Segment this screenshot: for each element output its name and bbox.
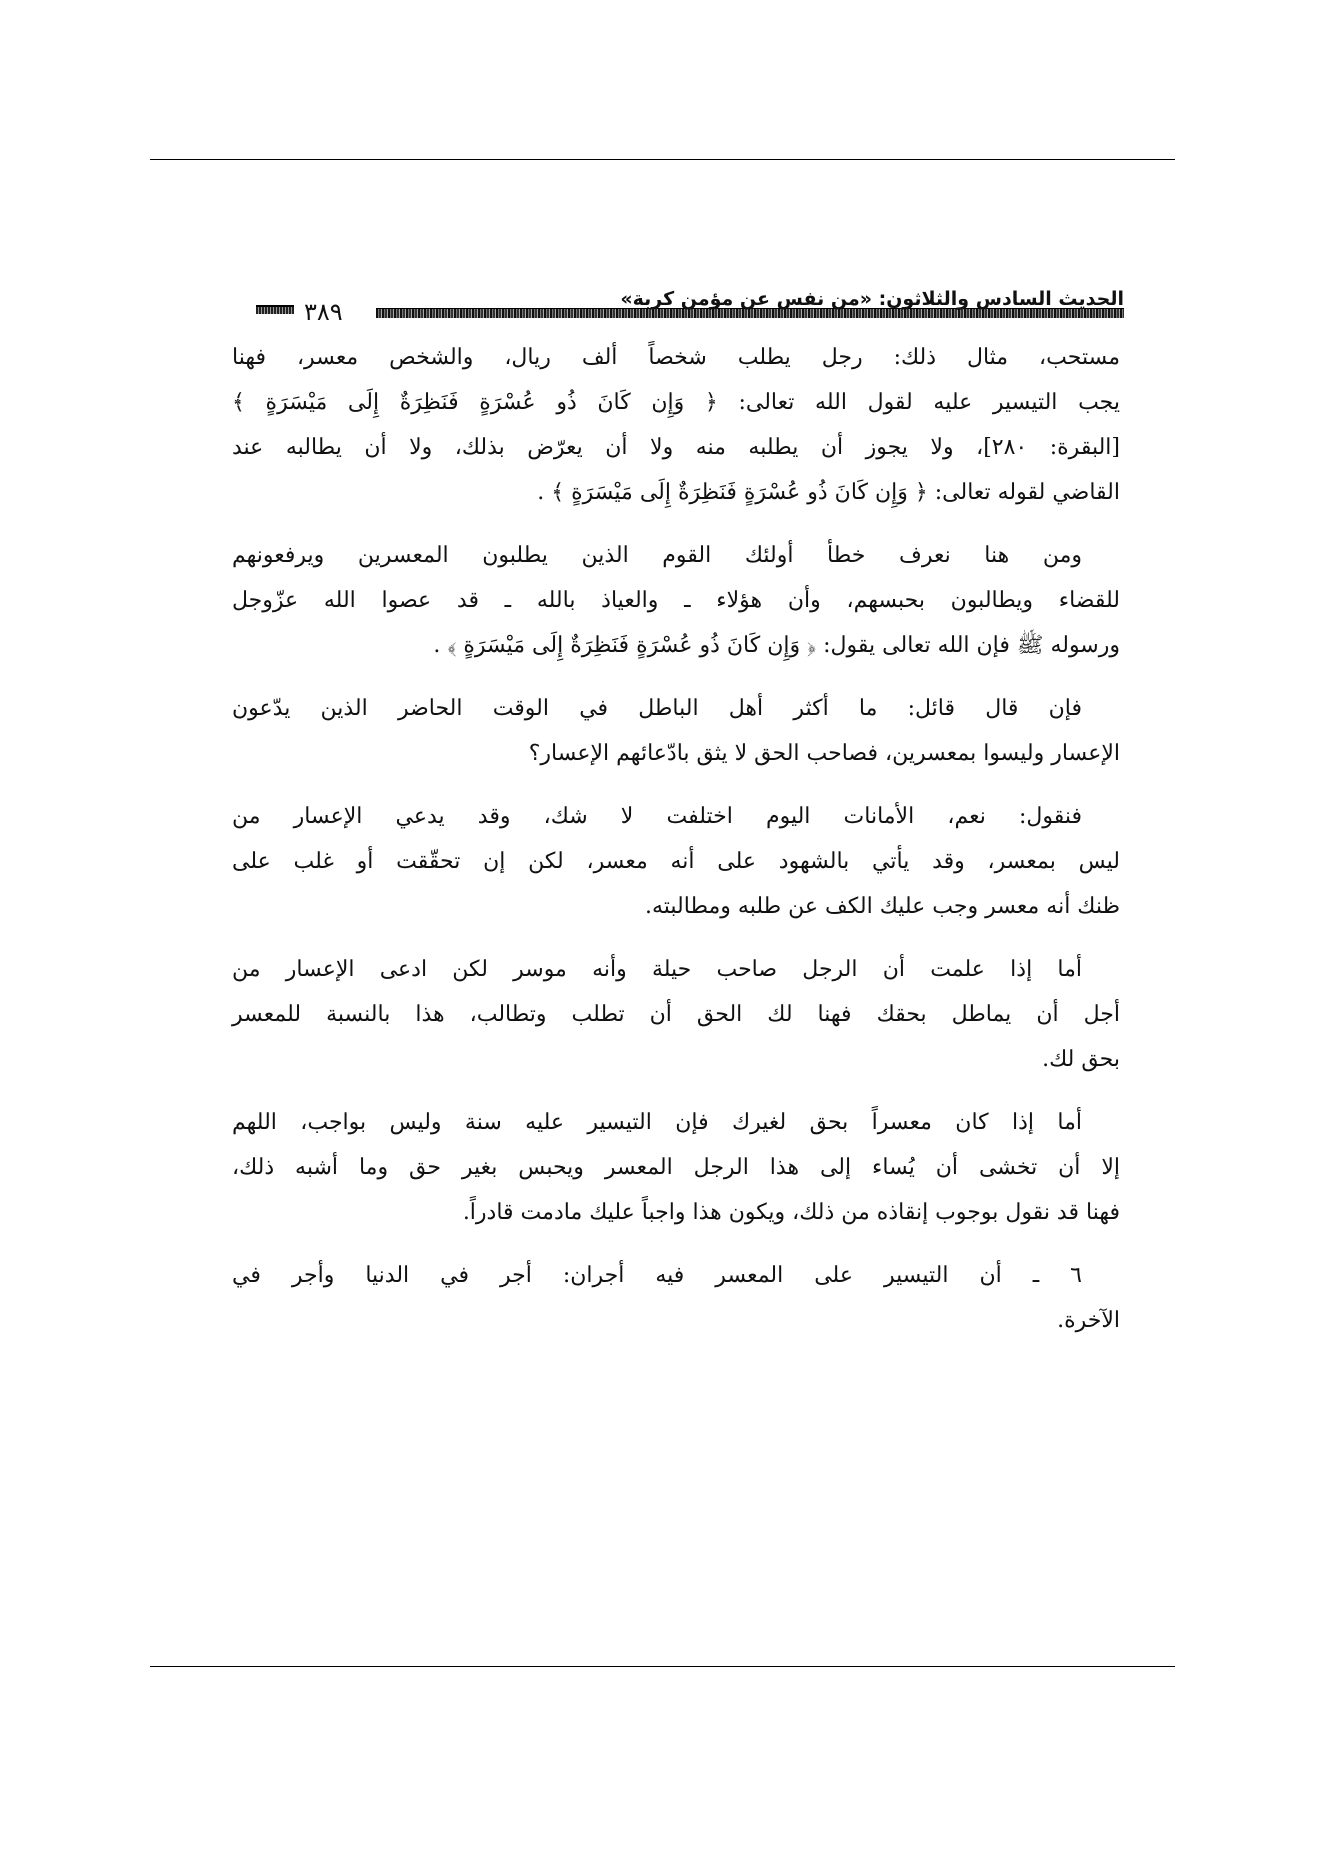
text-line: ظنك أنه معسر وجب عليك الكف عن طلبه ومطالبته. — [644, 894, 1120, 919]
text-line: ومن هنا نعرف خطأ أولئك القوم الذين يطلبون المعسرين ويرفعونهم — [232, 543, 1082, 568]
text-line: بحق لك. — [1042, 1047, 1120, 1072]
text-line: ليس بمعسر، وقد يأتي بالشهود على أنه معسر، لكن إن تحقّقت أو غلب على — [232, 849, 1120, 874]
top-rule — [150, 159, 1175, 160]
body-text — [232, 335, 1120, 1361]
running-header — [256, 288, 1124, 328]
paragraph-6 — [232, 1100, 1120, 1235]
text-line: يجب التيسير عليه لقول الله تعالى: ﴿ وَإِن كَانَ ذُو عُسْرَةٍ فَنَظِرَةٌ إِلَى مَيْسَرَةٍ ﴾ — [232, 390, 1120, 415]
text-line: أما إذا علمت أن الرجل صاحب حيلة وأنه موسر لكن ادعى الإعسار من — [232, 957, 1082, 982]
text-line: للقضاء ويطالبون بحبسهم، وأن هؤلاء ـ والعياذ بالله ـ قد عصوا الله عزّوجل — [232, 588, 1120, 613]
text-line: مستحب، مثال ذلك: رجل يطلب شخصاً ألف ريال، والشخص معسر، فهنا — [232, 345, 1120, 370]
text-line: إلا أن تخشى أن يُساء إلى هذا الرجل المعسر ويحبس بغير حق وما أشبه ذلك، — [232, 1155, 1120, 1180]
text-line: أما إذا كان معسراً بحق لغيرك فإن التيسير عليه سنة وليس بواجب، اللهم — [232, 1110, 1082, 1135]
text-line: فنقول: نعم، الأمانات اليوم اختلفت لا شك، وقد يدعي الإعسار من — [232, 804, 1082, 829]
bottom-rule — [150, 1666, 1175, 1667]
paragraph-2 — [232, 533, 1120, 668]
paragraph-5 — [232, 947, 1120, 1082]
text-line: الآخرة. — [1057, 1308, 1120, 1333]
paragraph-1 — [232, 335, 1120, 515]
paragraph-3 — [232, 686, 1120, 776]
text-line: الإعسار وليسوا بمعسرين، فصاحب الحق لا يثق بادّعائهم الإعسار؟ — [528, 741, 1120, 766]
page-number: ٣٨٩ — [304, 298, 343, 326]
text-line: [البقرة: ٢٨٠]، ولا يجوز أن يطلبه منه ولا أن يعرّض بذلك، ولا أن يطالبه عند — [232, 435, 1120, 460]
text-line: ٦ ـ أن التيسير على المعسر فيه أجران: أجر في الدنيا وأجر في — [232, 1263, 1082, 1288]
paragraph-4 — [232, 794, 1120, 929]
header-ornament-left — [256, 305, 294, 314]
paragraph-7 — [232, 1253, 1120, 1343]
text-line: فإن قال قائل: ما أكثر أهل الباطل في الوقت الحاضر الذين يدّعون — [232, 696, 1082, 721]
running-title: الحديث السادس والثلاثون: «من نفس عن مؤمن كربة» — [620, 288, 1124, 310]
text-line: فهنا قد نقول بوجوب إنقاذه من ذلك، ويكون هذا واجباً عليك مادمت قادراً. — [462, 1200, 1120, 1225]
text-line: أجل أن يماطل بحقك فهنا لك الحق أن تطلب وتطالب، هذا بالنسبة للمعسر — [232, 1002, 1120, 1027]
text-line: ورسوله ﷺ فإن الله تعالى يقول: ﴿ وَإِن كَانَ ذُو عُسْرَةٍ فَنَظِرَةٌ إِلَى مَيْسَرَةٍ ﴾ . — [433, 633, 1120, 658]
text-line: القاضي لقوله تعالى: ﴿ وَإِن كَانَ ذُو عُسْرَةٍ فَنَظِرَةٌ إِلَى مَيْسَرَةٍ ﴾ . — [537, 480, 1120, 505]
